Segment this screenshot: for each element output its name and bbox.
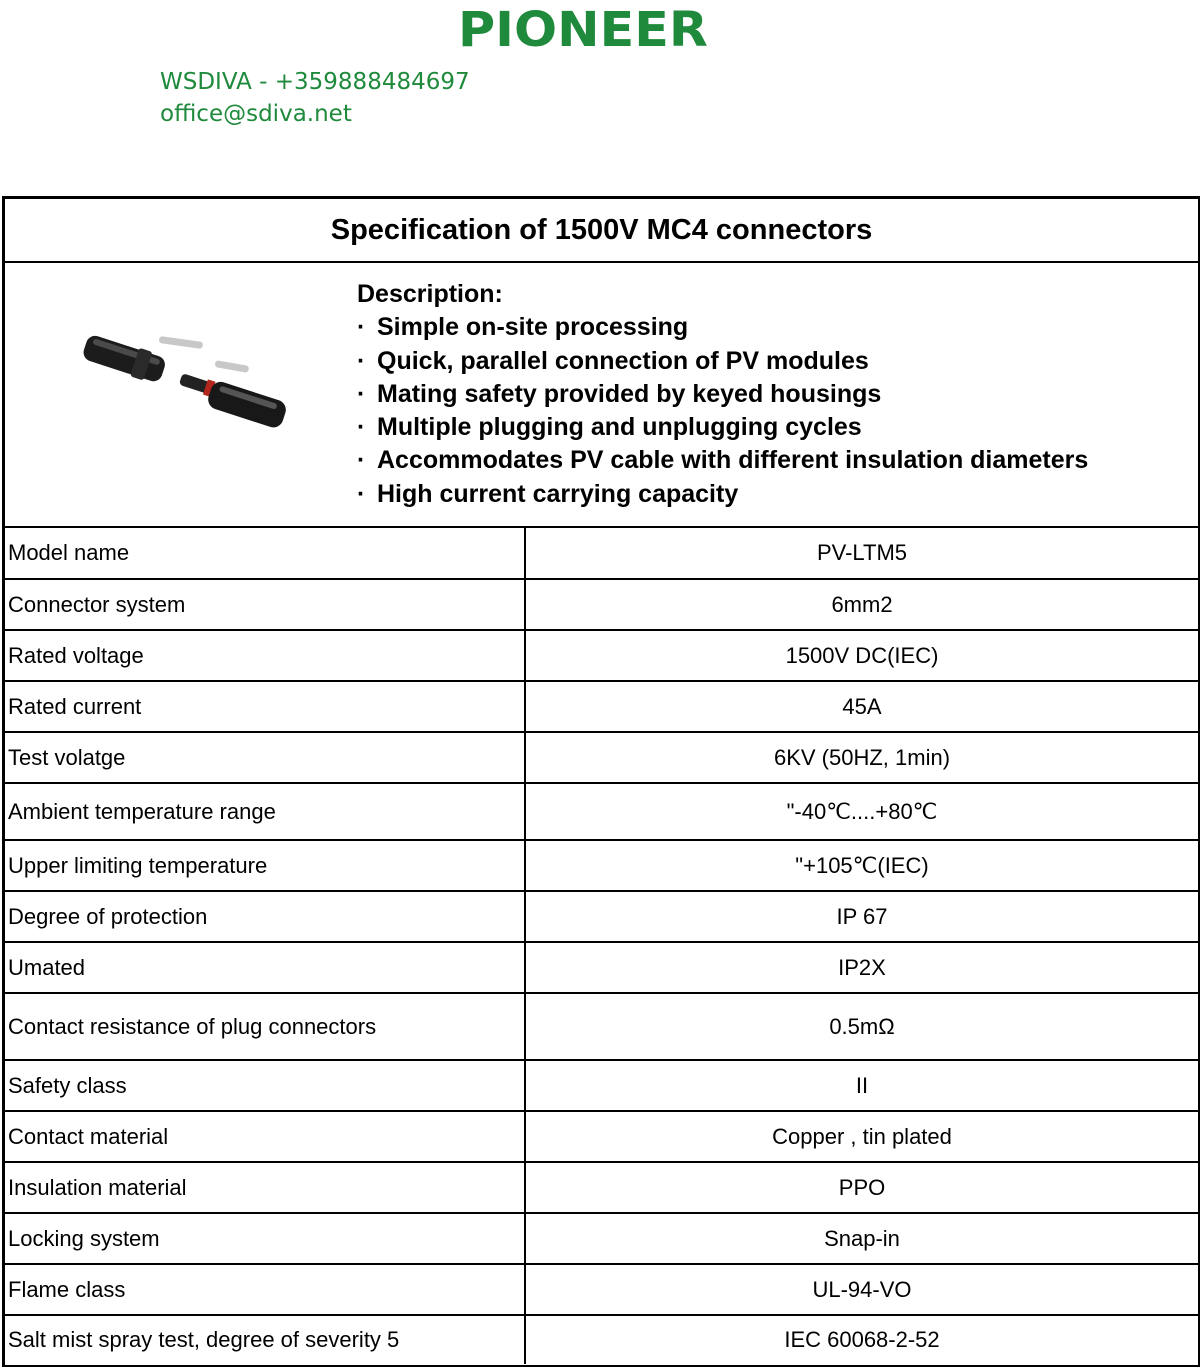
spec-label: Rated current xyxy=(5,681,525,732)
table-row xyxy=(5,1213,1198,1264)
spec-value: 1500V DC(IEC) xyxy=(525,630,1198,681)
table-row xyxy=(5,528,1198,579)
bullet: · xyxy=(357,379,366,408)
spec-value: "-40℃....+80℃ xyxy=(525,783,1198,840)
pioneer-logo xyxy=(458,2,710,54)
feature-text: Accommodates PV cable with different insulation diameters xyxy=(377,446,1089,475)
spec-label: Test volatge xyxy=(5,732,525,783)
feature-text: Multiple plugging and unplugging cycles xyxy=(377,413,862,442)
contact-email: office@sdiva.net xyxy=(160,101,352,127)
spec-value: 6mm2 xyxy=(525,579,1198,630)
spec-value: 45A xyxy=(525,681,1198,732)
feature-item xyxy=(357,444,1088,477)
table-row xyxy=(5,681,1198,732)
spec-label: Umated xyxy=(5,942,525,993)
spec-label: Contact material xyxy=(5,1111,525,1162)
table-row xyxy=(5,993,1198,1060)
feature-item xyxy=(357,345,1088,378)
bullet: · xyxy=(357,413,366,442)
spec-value: IP2X xyxy=(525,942,1198,993)
feature-text: Quick, parallel connection of PV modules xyxy=(377,346,869,375)
spec-value: 6KV (50HZ, 1min) xyxy=(525,732,1198,783)
table-row xyxy=(5,840,1198,891)
spec-value: 0.5mΩ xyxy=(525,993,1198,1060)
spec-label: Upper limiting temperature xyxy=(5,840,525,891)
spec-value: "+105℃(IEC) xyxy=(525,840,1198,891)
spec-value: II xyxy=(525,1060,1198,1111)
spec-label: Ambient temperature range xyxy=(5,783,525,840)
logo-text: PIONEER xyxy=(458,2,708,54)
spec-label: Salt mist spray test, degree of severity 5 xyxy=(5,1315,525,1364)
table-row xyxy=(5,783,1198,840)
bullet: · xyxy=(357,446,366,475)
bullet: · xyxy=(357,479,366,508)
spec-value: PPO xyxy=(525,1162,1198,1213)
feature-item xyxy=(357,478,1088,511)
contact-phone: WSDIVA - +359888484697 xyxy=(160,69,470,95)
bullet: · xyxy=(357,313,366,342)
table-row xyxy=(5,891,1198,942)
table-row xyxy=(5,732,1198,783)
spec-label: Insulation material xyxy=(5,1162,525,1213)
spec-label: Locking system xyxy=(5,1213,525,1264)
table-row xyxy=(5,1162,1198,1213)
spec-label: Model name xyxy=(5,528,525,579)
table-row xyxy=(5,1111,1198,1162)
spec-sheet xyxy=(2,196,1200,1367)
table-row xyxy=(5,1060,1198,1111)
spec-label: Flame class xyxy=(5,1264,525,1315)
spec-value: UL-94-VO xyxy=(525,1264,1198,1315)
spec-value: IEC 60068-2-52 xyxy=(784,1327,940,1352)
spec-label: Rated voltage xyxy=(5,630,525,681)
spec-value: Snap-in xyxy=(525,1213,1198,1264)
feature-item xyxy=(357,378,1088,411)
feature-text: High current carrying capacity xyxy=(377,479,739,508)
spec-label: Connector system xyxy=(5,579,525,630)
spec-label: Contact resistance of plug connectors xyxy=(5,993,525,1060)
feature-text: Simple on-site processing xyxy=(377,313,689,342)
feature-item xyxy=(357,411,1088,444)
feature-text: Mating safety provided by keyed housings xyxy=(377,379,882,408)
table-row xyxy=(5,942,1198,993)
table-row xyxy=(5,579,1198,630)
spec-value: PV-LTM5 xyxy=(525,528,1198,579)
spec-table xyxy=(5,528,1198,1364)
spec-title: Specification of 1500V MC4 connectors xyxy=(5,199,1198,263)
description-section xyxy=(5,263,1198,528)
spec-label: Degree of protection xyxy=(5,891,525,942)
spec-label: Safety class xyxy=(5,1060,525,1111)
spec-value: IP 67 xyxy=(525,891,1198,942)
table-row xyxy=(5,1264,1198,1315)
mc4-connector-image xyxy=(75,321,295,441)
table-row xyxy=(5,1315,1198,1364)
bullet: · xyxy=(357,346,366,375)
description-heading: Description: xyxy=(357,280,503,308)
feature-item xyxy=(357,311,1088,344)
spec-value: Copper , tin plated xyxy=(525,1111,1198,1162)
table-row xyxy=(5,630,1198,681)
contact-block xyxy=(160,66,470,130)
description-list xyxy=(357,278,1088,511)
